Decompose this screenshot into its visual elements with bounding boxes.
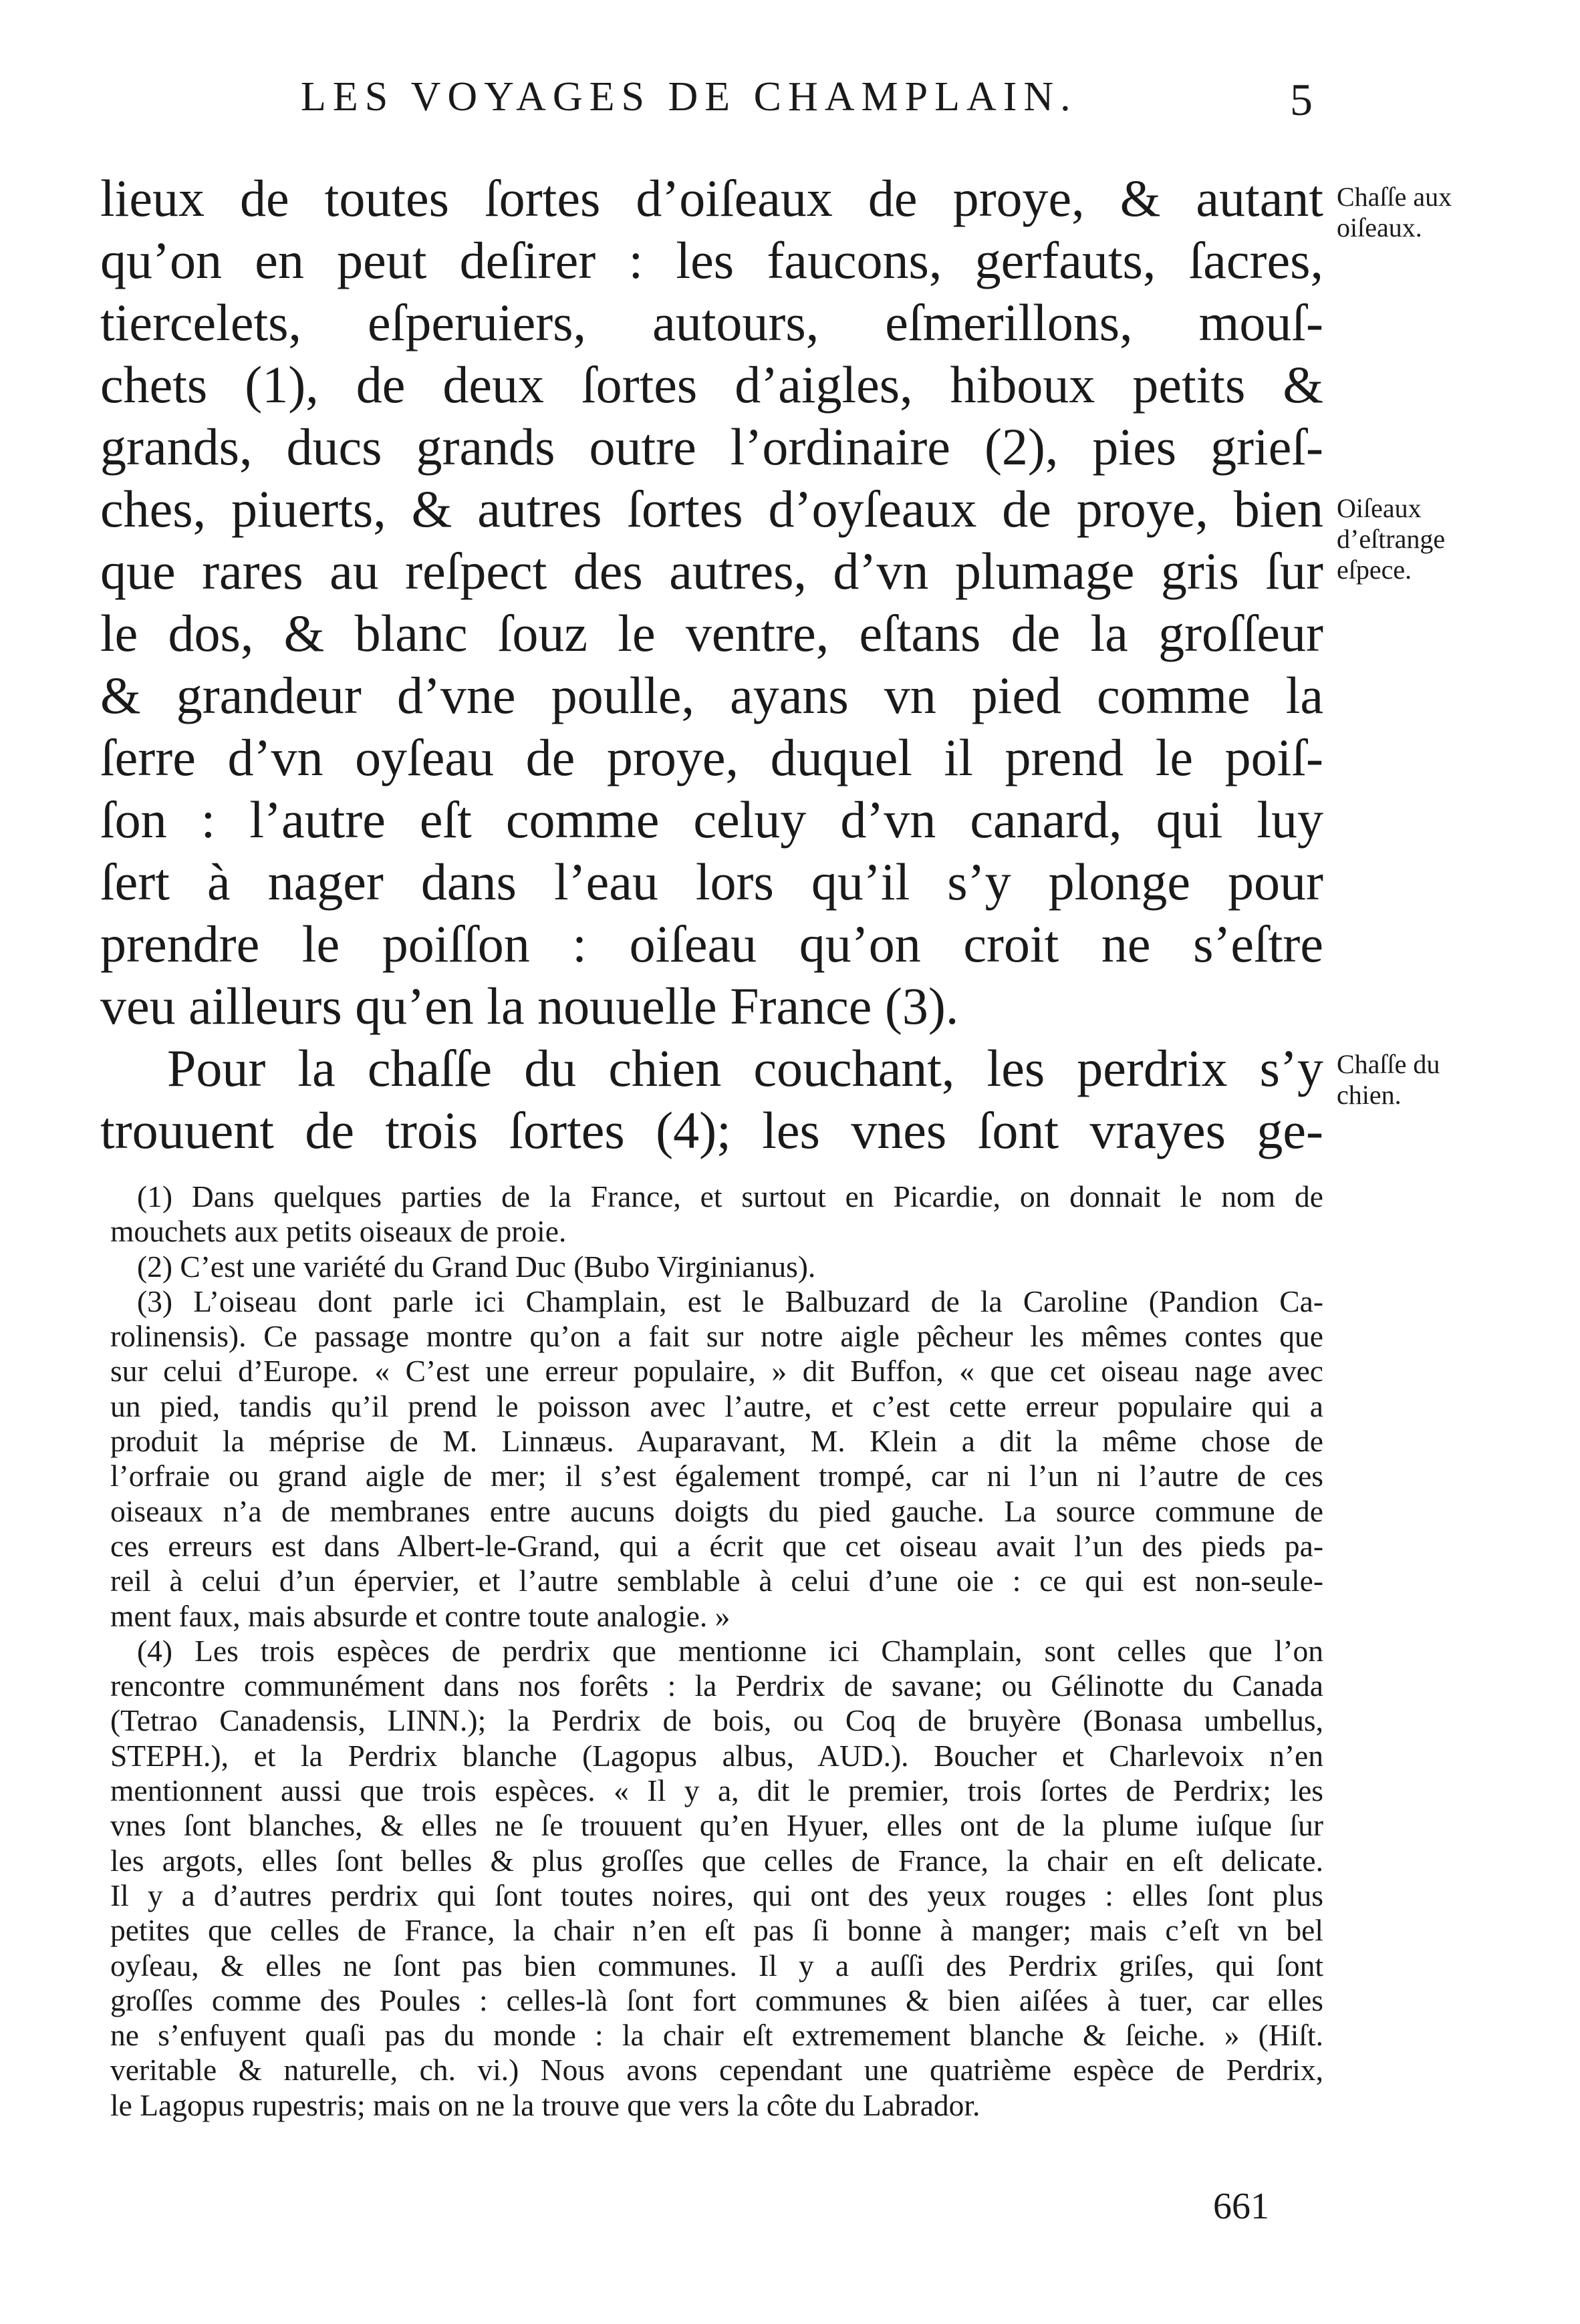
main-text-line: qu’on en peut deſirer : les faucons, gerfauts, ſacres, [100, 231, 1323, 289]
footnote-line: oiseaux n’a de membranes entre aucuns doigts du pied gauche. La source commune de [110, 1493, 1323, 1528]
main-text-line: prendre le poiſſon : oiſeau qu’on croit ne s’eſtre [100, 915, 1323, 973]
footnote-line: veritable & naturelle, ch. vi.) Nous avons cependant une quatrième espèce de Perdrix, [110, 2053, 1323, 2087]
main-text-line: le dos, & blanc ſouz le ventre, eſtans de la groſſeur [100, 604, 1323, 662]
footnote-line: sur celui d’Europe. « C’est une erreur populaire, » dit Buffon, « que cet oiseau nage avec [110, 1354, 1323, 1389]
footnote-line: rencontre communément dans nos forêts : la Perdrix de savane; ou Gélinotte du Canada [110, 1668, 1323, 1703]
margin-note-chasse-chien [1337, 1049, 1504, 1111]
margin-note-line: eſpece. [1337, 555, 1412, 585]
footnote-line: STEPH.), et la Perdrix blanche (Lagopus albus, AUD.). Boucher et Charlevoix n’en [110, 1738, 1323, 1773]
main-text-line: trouuent de trois ſortes (4); les vnes ſont vrayes ge- [100, 1101, 1323, 1159]
footnote-line: groſſes comme des Poules : celles-là ſont fort communes & bien aiſées à tuer, car elles [110, 1983, 1323, 2017]
footnote-line: rolinensis). Ce passage montre qu’on a fait sur notre aigle pêcheur les mêmes contes que [110, 1319, 1323, 1354]
footnote-line: mouchets aux petits oiseaux de proie. [110, 1214, 567, 1249]
footnote-line: vnes ſont blanches, & elles ne ſe trouuent qu’en Hyuer, elles ont de la plume iuſque ſur [110, 1808, 1323, 1843]
footnote-line: (2) C’est une variété du Grand Duc (Bubo Virginianus). [137, 1249, 816, 1284]
footnotes [110, 1179, 1323, 2123]
margin-note-line: Chaſſe aux [1337, 182, 1452, 212]
footnote-line: (3) L’oiseau dont parle ici Champlain, est le Balbuzard de la Caroline (Pandion Ca- [137, 1284, 1323, 1318]
main-text-line: chets (1), de deux ſortes d’aigles, hiboux petits & [100, 355, 1323, 414]
main-text-line: ſert à nager dans l’eau lors qu’il s’y plonge pour [100, 853, 1323, 911]
main-text-line: & grandeur d’vne poulle, ayans vn pied comme la [100, 666, 1323, 724]
margin-note-chasse-oiseaux [1337, 182, 1504, 243]
footnote-line: ment faux, mais absurde et contre toute analogie. » [110, 1598, 731, 1633]
margin-note-line: oiſeaux. [1337, 212, 1422, 243]
main-text-line: que rares au reſpect des autres, d’vn plumage gris ſur [100, 542, 1323, 600]
margin-note-line: d’eſtrange [1337, 524, 1446, 554]
main-text-line: Pour la chaſſe du chien couchant, les perdrix s’y [167, 1039, 1323, 1097]
footnote-line: petites que celles de France, la chair n’en eſt pas ſi bonne à manger; mais c’eſt vn bel [110, 1913, 1323, 1948]
main-text-line: ches, piuerts, & autres ſortes d’oyſeaux de proye, bien [100, 480, 1323, 538]
main-text-line: veu ailleurs qu’en la nouuelle France (3). [100, 977, 959, 1035]
margin-note-oiseaux-estrange [1337, 493, 1504, 585]
footnote-line: les argots, elles ſont belles & plus groſſes que celles de France, la chair en eſt delicate. [110, 1843, 1323, 1878]
margin-note-line: Chaſſe du [1337, 1049, 1440, 1079]
signature-mark: 661 [1213, 2186, 1269, 2227]
main-text-line: ſerre d’vn oyſeau de proye, duquel il prend le poiſ- [100, 728, 1323, 786]
page-number: 5 [1290, 74, 1313, 125]
footnote-line: le Lagopus rupestris; mais on ne la trouve que vers la côte du Labrador. [110, 2087, 980, 2122]
footnote-line: l’orfraie ou grand aigle de mer; il s’est également trompé, car ni l’un ni l’autre de ces [110, 1459, 1323, 1493]
main-text-line: lieux de toutes ſortes d’oiſeaux de proye, & autant [100, 169, 1323, 227]
footnote-line: (Tetrao Canadensis, LINN.); la Perdrix de bois, ou Coq de bruyère (Bonasa umbellus, [110, 1703, 1323, 1738]
footnote-line: (1) Dans quelques parties de la France, et surtout en Picardie, on donnait le nom de [137, 1179, 1323, 1213]
main-text-line: tiercelets, eſperuiers, autours, eſmerillons, mouſ- [100, 293, 1323, 351]
footnote-line: mentionnent aussi que trois espèces. « Il y a, dit le premier, trois ſortes de Perdrix; les [110, 1773, 1323, 1808]
footnote-line: oyſeau, & elles ne ſont pas bien communes. Il y a auſſi des Perdrix griſes, qui ſont [110, 1948, 1323, 1983]
footnote-line: ne s’enfuyent quaſi pas du monde : la chair eſt extremement blanche & ſeiche. » (Hiſt. [110, 2018, 1323, 2053]
main-text-line: ſon : l’autre eſt comme celuy d’vn canard, qui luy [100, 790, 1323, 849]
footnote-line: reil à celui d’un épervier, et l’autre semblable à celui d’une oie : ce qui est non-seule- [110, 1564, 1323, 1598]
footnote-line: produit la méprise de M. Linnæus. Auparavant, M. Klein a dit la même chose de [110, 1424, 1323, 1459]
running-head [100, 74, 1330, 134]
main-text [100, 167, 1323, 1161]
footnote-line: ces erreurs est dans Albert-le-Grand, qui a écrit que cet oiseau avait l’un des pieds pa- [110, 1528, 1323, 1563]
margin-note-line: chien. [1337, 1080, 1402, 1110]
footnote-line: (4) Les trois espèces de perdrix que mentionne ici Champlain, sont celles que l’on [137, 1633, 1323, 1668]
footnote-line: un pied, tandis qu’il prend le poisson avec l’autre, et c’est cette erreur populaire qui a [110, 1389, 1323, 1423]
footnote-line: Il y a d’autres perdrix qui ſont toutes noires, qui ont des yeux rouges : elles ſont plus [110, 1878, 1323, 1912]
main-text-line: grands, ducs grands outre l’ordinaire (2), pies grieſ- [100, 418, 1323, 476]
margin-note-line: Oiſeaux [1337, 493, 1422, 523]
running-title: LES VOYAGES DE CHAMPLAIN. [301, 74, 1077, 120]
